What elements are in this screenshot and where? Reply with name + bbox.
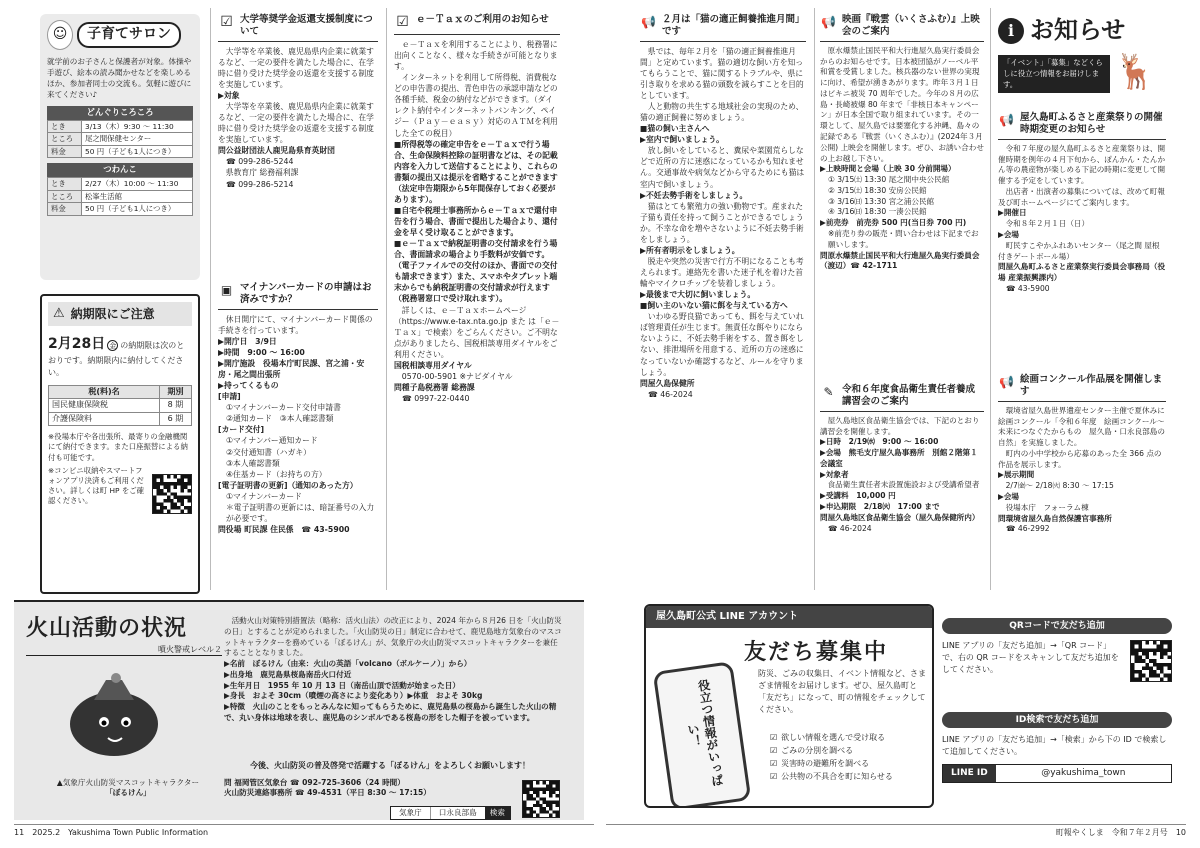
- food-title: 令和６年度食品衛生責任者養成講習会のご案内: [842, 384, 976, 407]
- body-line: [カード交付]: [218, 425, 265, 435]
- deadline-date: 2月28日: [48, 335, 106, 352]
- body-line: ☎ 099-286-5244: [226, 157, 294, 167]
- salon-section: [40, 14, 200, 280]
- list-item: [770, 771, 930, 782]
- footer-right-text: 町報やくしま 令和７年２月号: [1055, 828, 1168, 837]
- body-line: ▶会場 熊毛支庁屋久島事務所 別館２階第１会議室: [820, 448, 978, 468]
- body-line: 大学等を卒業後、鹿児島県内企業に就業するなど、一定の要件を満たした場合に、在学時に借り受けた奨学金の返還を支援する制度を実施しています。: [218, 102, 374, 145]
- checkbox-icon: ☑: [770, 772, 778, 782]
- body-line: ▶開催日: [998, 208, 1027, 218]
- movie-body: [820, 46, 984, 272]
- body-line: 活動火山対策特別措置法（略称：活火山法）の改正により、2024 年から８月26 日を「火山防災の日」とすることが定められました。「火山防災の日」制定に合わせて、鹿児島地方気象台のマスコットキャラクターを務めている「ぼるけん」が、気象庁の火山防災マスコットキャラクターを兼任することとなりました。: [224, 616, 562, 658]
- mother-child-icon: ☺: [47, 20, 73, 50]
- body-line: 役場本庁 フォーラム棟: [1005, 502, 1089, 512]
- salon-event-name: つわんこ: [47, 163, 193, 177]
- qr-title: QRコードで友だち追加: [942, 618, 1172, 634]
- id-title: ID検索で友だち追加: [942, 712, 1172, 728]
- salon-row-label: とき: [48, 120, 82, 133]
- festival-title: 屋久島町ふるさと産業祭りの開催時期変更のお知らせ: [1020, 112, 1163, 135]
- body-line: ☎ 43-5900: [1006, 283, 1050, 293]
- body-line: ④ 3/16㈰ 18:30 一湊公民館: [828, 207, 927, 217]
- body-line: 令和７年度の屋久島町ふるさと産業祭りは、開催時期を例年の４月下旬から、ぽんかん・たんかん等の農産物が楽しめる下記の時期に変更して開催する予定をしています。: [998, 143, 1166, 186]
- deadline-note: ※コンビニ収納やスマートフォンアプリ決済もご利用ください。詳しくは町 HP をご確認ください。: [48, 465, 145, 506]
- checklist-label: 災害時の避難所を調べる: [781, 759, 870, 769]
- page-number-left: 11: [14, 828, 25, 837]
- salon-intro: 就学前のお子さんと保護者が対象。体操や手遊び、絵本の読み聞かせなどを楽しめるほか、参加者同士の交流も。気軽に遊びに来てください♪: [47, 57, 192, 99]
- salon-row-label: 料金: [48, 203, 82, 216]
- salon-row-value: 2/27（木）10:00 ～ 11:30: [82, 178, 193, 191]
- body-line: 問屋久島町ふるさと産業祭実行委員会事務局（役場 産業振興課内）: [998, 262, 1166, 283]
- festival-body: [998, 144, 1166, 295]
- body-line: ▶持ってくるもの: [218, 381, 279, 391]
- body-line: 令和８年２月１日（日）: [1005, 219, 1090, 229]
- volcano-contact-2: 火山防災連絡事務所 ☎ 49-4531（平日 8:30 ～ 17:15）: [224, 788, 431, 798]
- body-line: 2/7㈮～ 2/18㈫ 8:30 ～ 17:15: [1005, 481, 1114, 491]
- body-line: ■猫の飼い主さんへ: [640, 124, 710, 134]
- volcano-caption: [28, 778, 228, 799]
- megaphone-icon: 📢: [641, 15, 656, 30]
- body-line: ③本人確認書類: [226, 458, 280, 468]
- deer-mascot-icon: 🦌: [1114, 52, 1157, 93]
- search-term-2: 口永良部島: [430, 807, 485, 819]
- body-line: 町内の小中学校から応募のあった全 366 点の作品を展示します。: [998, 448, 1162, 469]
- etax-section: [394, 14, 560, 404]
- page-number-right: 10: [1175, 828, 1186, 837]
- body-line: ＊電子証明書の更新には、暗証番号の入力が必要です。: [226, 502, 375, 523]
- body-line: ▶対象: [218, 91, 240, 100]
- checkbox-icon: ☑: [770, 759, 778, 769]
- table-row: [48, 203, 193, 216]
- tax-period: 6 期: [160, 412, 192, 425]
- body-line: ▶申込期限 2/18㈫ 17:00 まで: [820, 502, 940, 511]
- megaphone-icon: 📢: [999, 375, 1014, 390]
- body-line: ④住基カード（お持ちの方）: [226, 469, 327, 479]
- body-line: ■飼い主のいない猫に餌を与えている方へ: [640, 301, 788, 311]
- body-line: ②通知カード ③本人確認書類: [226, 414, 334, 424]
- volcano-mascot: [54, 672, 174, 762]
- mynumber-body: [218, 314, 378, 535]
- line-id-value: @yakushima_town: [1041, 768, 1126, 779]
- volcano-body: [224, 616, 564, 724]
- salon-row-value: 松峯生活館: [82, 190, 193, 203]
- body-line: ▶所有者明示をしましょう。: [640, 245, 740, 255]
- movie-title: 映画『戦雲（いくさふむ）』上映会のご案内: [842, 14, 980, 37]
- body-line: ☎ 46-2024: [828, 523, 872, 533]
- body-line: 問役場 町民課 住民係 ☎ 43-5900: [218, 524, 350, 534]
- body-line: ▶上映時間と会場（上映 30 分前開場）: [820, 164, 956, 174]
- deadline-title: 納期限にご注意: [70, 306, 155, 321]
- tax-header-name: 税(料)名: [49, 385, 160, 398]
- volcano-slogan: 今後、火山防災の普及啓発で活躍する「ぼるけん」をよろしくお願いします！: [250, 761, 530, 770]
- body-line: ▶展示期間: [998, 470, 1035, 480]
- body-line: ■自宅や税理士事務所からｅ－Ｔａｘで還付申告を行う場合、書面で提出した場合より、還付金を早く受け取ることができます。: [394, 205, 558, 238]
- body-line: ①マイナンバー通知カード: [226, 436, 318, 446]
- body-line: ▶名前 ぼるけん（由来：火山の英語「volcano（ボルケーノ）」から）: [224, 659, 472, 669]
- line-qr-section: [942, 618, 1172, 708]
- body-line: ②交付通知書（ハガキ）: [226, 447, 311, 457]
- table-row: [49, 399, 192, 412]
- body-line: ▶出身地 鹿児島県桜島南岳火口付近: [224, 669, 352, 679]
- body-line: ▶前売券 前売券 500 円(当日券 700 円): [820, 218, 967, 228]
- tax-name: 国民健康保険税: [49, 399, 160, 412]
- body-line: ▶対象者: [820, 469, 849, 479]
- body-line: ▶受講料 10,000 円: [820, 491, 896, 501]
- megaphone-icon: 📢: [821, 15, 836, 30]
- body-line: 屋久島地区食品衛生協会では、下記のとおり講習会を開催します。: [820, 415, 980, 436]
- tax-table: [48, 385, 192, 426]
- table-row: [49, 412, 192, 425]
- deadline-text2: 次のとおりです。納期限内に納付してください。: [48, 340, 185, 377]
- body-line: 0570-00-5901 ※ナビダイヤル: [401, 371, 513, 381]
- body-line: 県では、毎年２月を「猫の適正飼養推進月間」と定めています。猫の適切な飼い方を知ってもらうことで、猫に関するトラブルや、県に引き取りを求める猫の頭数を減らすことを目的としています。: [640, 46, 804, 100]
- salon-row-value: 尾之間保健センター: [82, 133, 193, 146]
- id-instructions: LINE アプリの「友だち追加」→「検索」から下の ID で検索して追加してください。: [942, 735, 1167, 757]
- body-line: ▶特徴 火山のことをもっとみんなに知ってもらうために、鹿児島県の桜島から誕生した火山の精で、丸い身体は地球を表し、鹿児島のシンボルである桜島の形をした帽子を被っています。: [224, 702, 557, 723]
- salon-row-label: ところ: [48, 133, 82, 146]
- body-line: 問環境省屋久島自然保護官事務所: [998, 513, 1112, 523]
- body-line: インターネットを利用して所得税、消費税などの申告書の提出、青色申告の承認申請などの各種手続、税金の納付などができます。（ダイレクト納付やインターネットバンキング、ペイジー（Ｐａｙ－ｅａｓｙ）対応のＡＴＭを利用した全ての税目）: [394, 73, 558, 138]
- list-item: [770, 758, 930, 769]
- qr-code[interactable]: [1130, 640, 1172, 682]
- table-row: [48, 178, 193, 191]
- salon-row-value: 50 円（子ども1人につき）: [82, 203, 193, 216]
- salon-row-label: とき: [48, 178, 82, 191]
- line-id-box[interactable]: [942, 764, 1172, 782]
- salon-row-value: 50 円（子ども1人につき）: [82, 145, 193, 158]
- body-line: ※前売り券の販売・問い合わせは下記までお願いします。: [828, 229, 979, 249]
- footer-left: [14, 824, 594, 838]
- line-id-section: [942, 712, 1172, 812]
- warning-icon: ⚠: [53, 306, 65, 321]
- line-id-label: LINE ID: [943, 765, 996, 781]
- body-line: 環境省屋久島世界遺産センター主催で夏休みに絵画コンクール「令和６年度 絵画コンクール～未来につなぐたからもの 屋久島・口永良部島の自然」を実施しました。: [998, 405, 1165, 448]
- food-body: [820, 416, 984, 535]
- table-row: [48, 145, 193, 158]
- volcano-title: 火山活動の状況: [26, 616, 188, 641]
- list-item: [770, 732, 930, 743]
- scholar-title: 大学等奨学金返還支援制度について: [240, 14, 373, 37]
- volcano-caption-2: 「ぼるけん」: [105, 788, 151, 798]
- deadline-weekday: 金: [109, 341, 117, 350]
- info-icon: i: [998, 18, 1024, 44]
- body-line: ①マイナンバーカード: [226, 491, 302, 501]
- megaphone-icon: 📢: [999, 113, 1014, 128]
- deadline-section: [40, 294, 200, 594]
- deadline-note: ※役場本庁や各出張所、最寄りの金融機関にて納付できます。また口座振替による納付も可能です。: [48, 432, 188, 462]
- body-line: 問原水爆禁止国民平和大行進屋久島実行委員会（渡辺）☎ 42-1711: [820, 250, 980, 271]
- body-line: ▶身長 およそ 30cm（噴煙の高さにより変化あり）▶体重 およそ 30kg: [224, 691, 483, 701]
- checklist-label: 公共物の不具合を町に知らせる: [781, 772, 893, 782]
- body-line: ① 3/15㈯ 13:30 尾之間中央公民館: [828, 175, 950, 185]
- painting-title: 絵画コンクール作品展を開催します: [1020, 374, 1163, 397]
- cat-title: ２月は「猫の適正飼養推進月間」です: [662, 14, 805, 37]
- search-button[interactable]: 検索: [485, 807, 510, 819]
- checkbox-icon: ☑: [770, 746, 778, 756]
- food-section: [820, 384, 984, 534]
- body-line: 猫はとても繁殖力の強い動物です。産まれた子猫も責任を持って飼うことができるでしょうか。不幸な命を増やさないように不妊去勢手術をしましょう。: [640, 201, 804, 244]
- body-line: 大学等を卒業後、鹿児島県内企業に就業するなど、一定の要件を満たした場合に、在学時に借り受けた奨学金の返還を支援する制度を実施しています。: [218, 46, 374, 89]
- body-line: ☎ 46-2992: [1006, 524, 1050, 534]
- body-line: 町民すこやかふれあいセンター（尾之間 屋根付きゲートボール場）: [998, 240, 1160, 261]
- body-line: ①マイナンバーカード交付申請書: [226, 403, 341, 413]
- body-line: ▶時間 9:00 ～ 16:00: [218, 347, 305, 357]
- body-line: 出店者・出演者の募集については、改めて町報及び町ホームページにてご案内します。: [998, 186, 1165, 207]
- table-row: [48, 120, 193, 133]
- body-line: [電子証明書の更新]（通知のあった方）: [218, 480, 358, 490]
- body-line: 問屋久島地区食品衛生協会（屋久島保健所内）: [820, 512, 980, 522]
- body-line: いわゆる野良猫であっても、餌を与えていれば管理責任が生じます。無責任な餌やりにならないように、不妊去勢手術をする、置き餌をしない、排泄場所を用意する、近所の方の迷惑になっていないか確認するなど、ルールを守りましょう。: [640, 312, 804, 377]
- festival-section: [998, 112, 1166, 295]
- movie-section: [820, 14, 984, 272]
- volcano-section: [14, 600, 584, 820]
- salon-title: 子育てサロン: [77, 22, 181, 47]
- line-big-title: 友だち募集中: [744, 640, 889, 665]
- mynumber-section: [218, 282, 378, 535]
- body-line: ☎ 0997-22-0440: [402, 394, 470, 403]
- body-line: ■ｅ－Ｔａｘで納税証明書の交付請求を行う場合、書面請求の場合より手数料が安価です。（電子ファイルでの交付のほか、書面での交付も請求できます）また、スマホやタブレット端末からでも納税証明書の交付請求が行えます（税務署窓口で受け取れます）。: [394, 239, 558, 304]
- body-line: ▶最後まで大切に飼いましょう。: [640, 290, 756, 300]
- tax-period: 8 期: [160, 399, 192, 412]
- body-line: ▶会場: [998, 492, 1020, 501]
- body-line: 問屋久島保健所: [640, 378, 695, 388]
- qr-code[interactable]: [522, 780, 560, 818]
- etax-title: ｅ－Ｔａｘのご利用のお知らせ: [416, 14, 549, 25]
- painting-section: [998, 374, 1166, 535]
- cat-body: [640, 46, 806, 400]
- salon-event-table: [47, 177, 193, 216]
- table-row: [48, 133, 193, 146]
- line-header: 屋久島町公式 LINE アカウント: [646, 606, 932, 628]
- checklist-label: ごみの分別を調べる: [781, 746, 854, 756]
- body-line: 放し飼いをしていると、糞尿や菜園荒らしなどで近所の方に迷惑になっているかも知れません。交通事故や病気などから守るためにも猫は室内で飼いましょう。: [640, 146, 805, 189]
- body-line: 脱走や突然の災害で行方不明になることも考えられます。連絡先を書いた迷子札を着けた首輪やマイクロチップを装着しましょう。: [640, 256, 804, 289]
- qr-code[interactable]: [152, 474, 192, 514]
- body-line: ▶日時 2/19㈬ 9:00 ～ 16:00: [820, 437, 939, 447]
- notice-tagline: 「イベント」「募集」などくらしに役立つ情報をお届けします。: [998, 55, 1110, 93]
- volcano-contact-1: 問 福岡管区気象台 ☎ 092-725-3606（24 時間）: [224, 778, 405, 787]
- mynumber-title: マイナンバーカードの申請はお済みですか？: [240, 282, 372, 305]
- scholar-body: [218, 46, 378, 190]
- checklist-label: 欲しい情報を選んで受け取る: [781, 733, 886, 742]
- body-line: ▶開庁施設 役場本庁町民課、宮之浦・安房・尾之間出張所: [218, 359, 365, 380]
- phone-illustration: [653, 661, 752, 808]
- scholar-section: [218, 14, 378, 190]
- checkbox-icon: ☑: [770, 733, 778, 742]
- body-line: ☎ 099-286-5214: [226, 179, 294, 189]
- volcano-contact: [224, 778, 514, 799]
- list-item: [770, 745, 930, 756]
- body-line: ▶開庁日 3/9日: [218, 336, 277, 346]
- volcano-caption-1: ▲気象庁火山防災マスコットキャラクター: [56, 778, 200, 787]
- volcano-mascot-icon: [54, 672, 174, 762]
- pencil-icon: ✎: [823, 385, 834, 400]
- qr-instructions: LINE アプリの「友だち追加」→「QR コード」で、右の QR コードをスキャンして友だち追加をしてください。: [942, 641, 1119, 675]
- body-line: 人と動物の共生する地域社会の実現のため、猫の適正飼養に努めましょう。: [640, 102, 804, 123]
- etax-body: [394, 39, 560, 404]
- body-line: 県教育庁 総務福利課: [225, 168, 299, 178]
- volcano-level: 噴火警戒レベル２: [26, 644, 222, 656]
- line-section: [644, 604, 934, 808]
- line-description: 防災、ごみの収集日、イベント情報など、さまざま情報をお届けします。ぜひ、屋久島町と「友だち」になって、町の情報をチェックしてください。: [758, 669, 926, 714]
- body-line: [申請]: [218, 392, 241, 402]
- body-line: 国税相談専用ダイヤル: [394, 360, 472, 370]
- footer-left-text: 2025.2 Yakushima Town Public Information: [32, 828, 209, 837]
- body-line: ｅ－Ｔａｘを利用することにより、税務署に出向くことなく、様々な手続きが可能となります。: [394, 40, 558, 72]
- tax-name: 介護保険料: [49, 412, 160, 425]
- body-line: ▶室内で飼いましょう。: [640, 135, 724, 145]
- table-row: [48, 190, 193, 203]
- salon-events: [47, 106, 193, 216]
- body-line: ☎ 46-2024: [648, 389, 693, 399]
- card-icon: ▣: [220, 283, 233, 298]
- body-line: 食品衛生責任者未設置施設および受講希望者: [827, 480, 980, 490]
- footer-right: [606, 824, 1186, 838]
- salon-row-label: ところ: [48, 190, 82, 203]
- body-line: 休日開庁にて、マイナンバーカード関係の手続きを行っています。: [218, 314, 373, 335]
- body-line: ③ 3/16㈰ 13:30 宮之浦公民館: [828, 196, 935, 206]
- salon-row-value: 3/13（木）9:30 ～ 11:30: [82, 120, 193, 133]
- body-line: 詳しくは、ｅ－Ｔａｘホームページ（https://www.e-tax.nta.go.jp また は「ｅ－Ｔａｘ」で検索）をごらんください。ご不明な点がありましたら、国税相談専用ダイヤルをご利用ください。: [394, 305, 560, 359]
- body-line: 原水爆禁止国民平和大行進屋久島実行委員会からのお知らせです。日本被団協がノーベル平和賞を受賞しました。核兵器のない世界の実現に向け、希望が湧きあがります。昨年３月１日はビキニ被災 70 周年でした。今年の８月の広島・長崎被爆 80 年まで「非核日本キャンペーン」が日本全国で取り組まれています。その一環として、屋久島では要塞化する沖縄、島々の記録である『戦雲（いくさふむ）』(2024年３月公開) 上映会を開催します。ぜひ、お誘い合わせの上お越し下さい。: [820, 45, 984, 163]
- body-line: 問種子島税務署 総務課: [394, 382, 475, 392]
- body-line: ▶会場: [998, 230, 1020, 239]
- checkbox-icon: ☑: [220, 13, 233, 30]
- painting-body: [998, 406, 1166, 535]
- deadline-text: [48, 334, 192, 379]
- search-term-1: 気象庁: [399, 808, 422, 817]
- salon-event-table: [47, 120, 193, 159]
- body-line: ■所得税等の確定申告をｅ－Ｔａｘで行う場合、生命保険料控除の証明書などは、その記載内容を入力して送信することにより、これらの書類の提出又は提示を省略することができます（法定申告期限から5年間保存しておく必要があります）。: [394, 139, 558, 204]
- notice-header: [998, 14, 1166, 108]
- phone-text: 役立つ情報がいっぱい！: [685, 678, 725, 788]
- body-line: 問公益財団法人鹿児島県育英財団: [218, 146, 335, 156]
- body-line: ▶不妊去勢手術をしましょう。: [640, 190, 748, 200]
- line-checklist: [770, 732, 930, 784]
- body-line: ▶生年月日 1955 年 10 月 13 日（南岳山頂で活動が始まった日）: [224, 680, 460, 690]
- notice-title: お知らせ: [1030, 16, 1126, 44]
- cat-section: [640, 14, 806, 400]
- body-line: ② 3/15㈯ 18:30 安房公民館: [828, 185, 927, 195]
- salon-event-name: どんぐりころころ: [47, 106, 193, 120]
- search-box[interactable]: [390, 806, 511, 820]
- deadline-text1: の納期限は: [120, 340, 161, 350]
- checkbox-icon: ☑: [396, 13, 409, 30]
- salon-row-label: 料金: [48, 145, 82, 158]
- tax-header-period: 期別: [160, 385, 192, 398]
